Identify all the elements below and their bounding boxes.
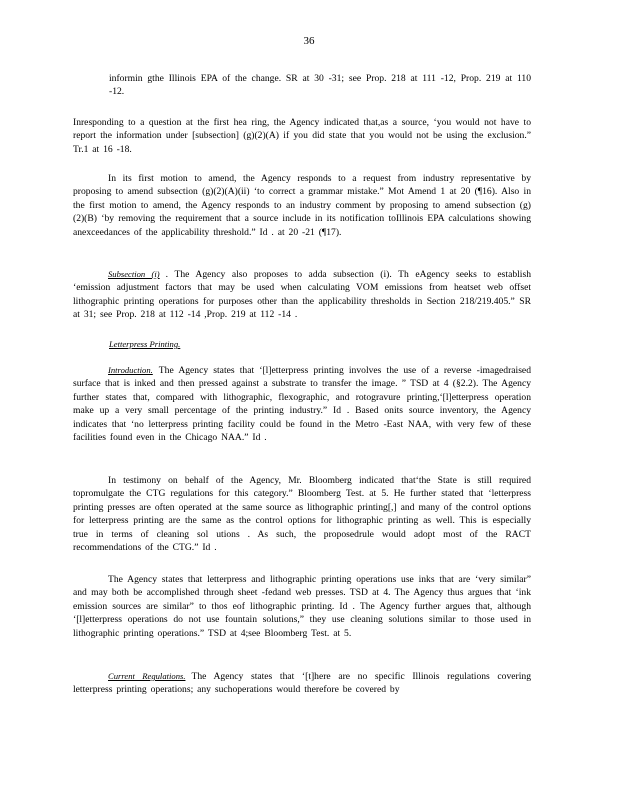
introduction-heading: Introduction. (108, 365, 153, 375)
paragraph-introduction (73, 364, 531, 444)
introduction-text: The Agency states that ‘[l]etterpress printing involves the use of a reverse -imagedraised surface that is inked and then pressed against a substrate to transfer the image. ” TSD at 4 (§2.2). The Agency further states that, compared with lithographic, flexographic, and rotogravure printing,‘[l]etterpress operation make up a very small percentage of the printing industry.” Id . Based onits source inventory, the Agency indicates that ‘no letterpress printing facility could be found in the Metro -East NAA, with very few of these facilities found even in the Chicago NAA.” Id . (73, 365, 531, 444)
subsection-i-text: . The Agency also proposes to adda subsection (i). Th eAgency seeks to establish ‘emission adjustment factors that may be used when calculating VOM emissions from heatset web offset lithographic printing operations for purposes other than the applicability thresholds in Section 218/219.405.” SR at 31; see Prop. 218 at 112 -14 ,Prop. 219 at 112 -14 . (73, 269, 531, 321)
page-number: 36 (303, 35, 315, 47)
paragraph-subsection-i (73, 268, 531, 322)
paragraph-inresponding: Inresponding to a question at the first hea ring, the Agency indicated that,as a source, ‘you would not have to report the information under [subsection] (g)(2)(A) if you did state that you would not be using the exclusion.” Tr.1 at 16 -18. (73, 117, 531, 155)
paragraph-continuation: informin gthe Illinois EPA of the change. SR at 30 -31; see Prop. 218 at 111 -12, Prop. 219 at 110 -12. (109, 73, 531, 98)
paragraph-current-regulations (73, 670, 531, 697)
current-regulations-heading: Current Regulations. (108, 671, 186, 681)
current-regulations-text: The Agency states that ‘[t]here are no specific Illinois regulations covering letterpress printing operations; any suchoperations would therefore be covered by (73, 671, 531, 696)
paragraph-first-motion: In its first motion to amend, the Agency responds to a request from industry representative by proposing to amend subsection (g)(2)(A)(ii) ‘to correct a grammar mistake.” Mot Amend 1 at 20 (¶16). Also in the first motion to amend, the Agency responds to an industry comment by proposing to amend subsection (g) (2)(B) ‘by removing the requirement that a source include in its notification toIllinois EPA calculations showing anexceedances of the applicability threshold.” Id . at 20 -21 (¶17). (73, 173, 531, 238)
paragraph-similar: The Agency states that letterpress and lithographic printing operations use inks that are ‘very similar” and may both be accomplished through sheet -fedand web presses. TSD at 4. The Agency thus argues that ‘ink emission sources are similar” to thos eof lithographic printing. Id . The Agency further argues that, although ‘[l]etterpress operations do not use fountain solutions,” they use cleaning solutions similar to those used in lithographic printing operations.” TSD at 4;see Bloomberg Test. at 5. (73, 574, 531, 639)
subsection-i-heading: Subsection (i) (108, 269, 160, 279)
paragraph-testimony: In testimony on behalf of the Agency, Mr. Bloomberg indicated that‘the State is still required topromulgate the CTG regulations for this category.” Bloomberg Test. at 5. He further stated that ‘letterpress printing presses are often operated at the same source as lithographic printing[,] and many of the control options for letterpress printing are the same as the control options for lithographic printing as well. This is especially true in terms of cleaning sol utions . As such, the proposedrule would adopt most of the RACT recommendations of the CTG.” Id . (73, 475, 531, 554)
letterpress-heading: Letterpress Printing. (109, 339, 181, 349)
